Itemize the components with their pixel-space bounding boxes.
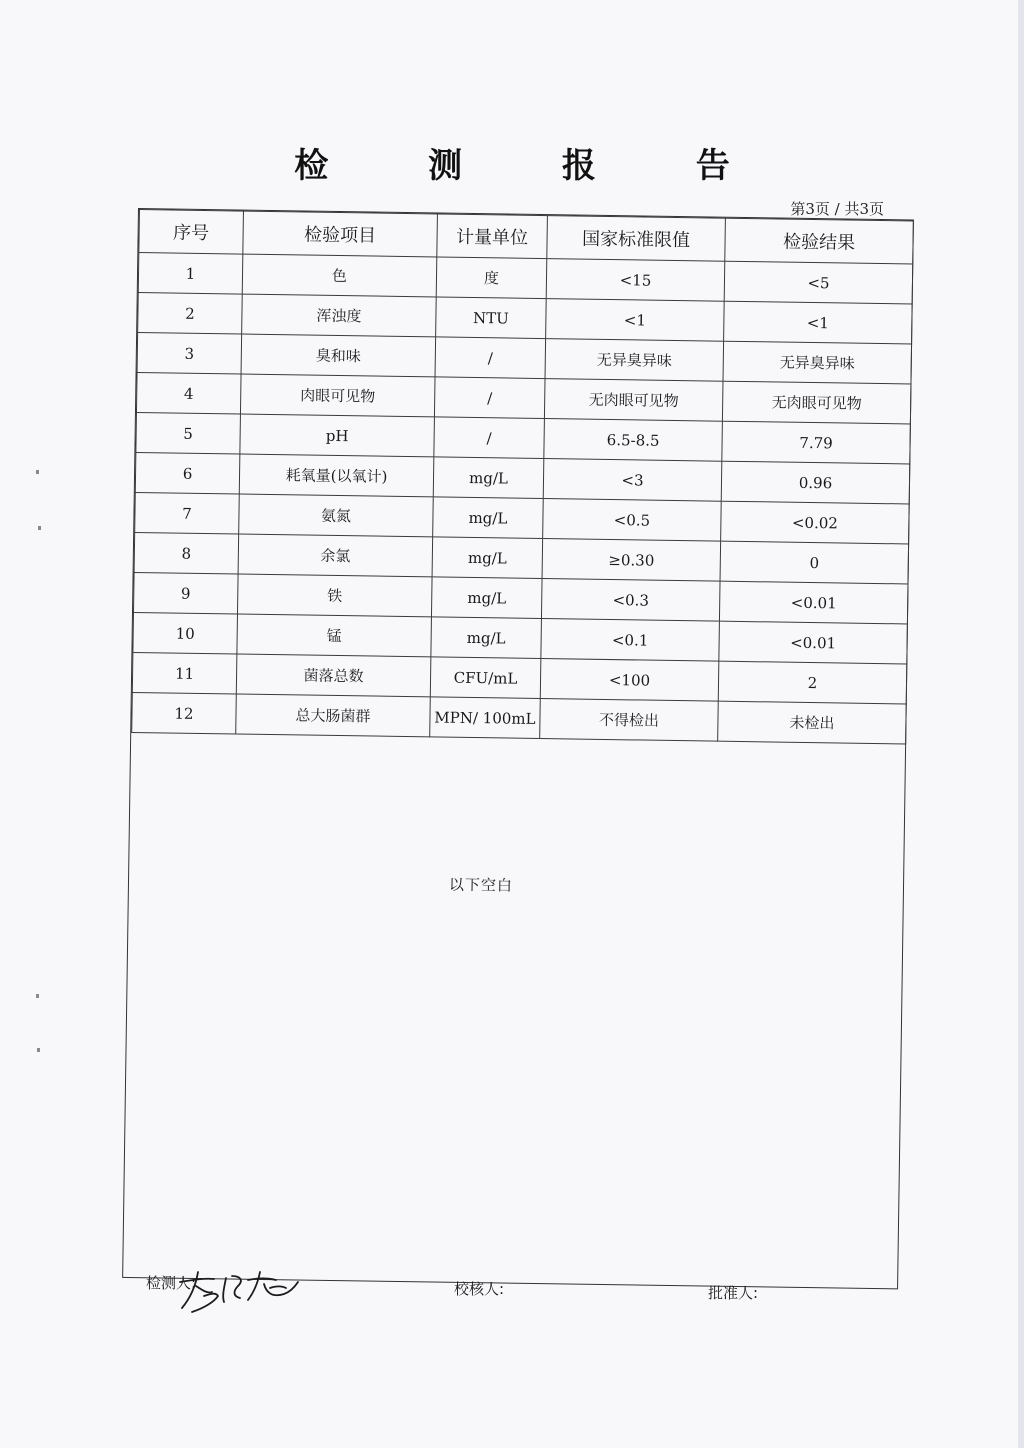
cell-result: 未检出 <box>718 701 907 744</box>
cell-result: 7.79 <box>722 421 911 464</box>
cell-result: <1 <box>724 301 913 344</box>
cell-item: 铁 <box>237 574 432 617</box>
cell-item: 浑浊度 <box>242 294 437 337</box>
cell-limit: 无异臭异味 <box>545 339 724 382</box>
cell-item: 臭和味 <box>241 334 436 377</box>
cell-result: 无肉眼可见物 <box>722 381 911 424</box>
header-result: 检验结果 <box>725 218 914 264</box>
cell-limit: <15 <box>546 259 725 302</box>
cell-result: <0.01 <box>719 621 908 664</box>
cell-unit: / <box>434 417 545 459</box>
cell-unit: 度 <box>436 257 547 299</box>
scan-speck <box>38 526 41 530</box>
cell-item: 菌落总数 <box>236 654 431 697</box>
cell-unit: mg/L <box>432 537 543 579</box>
scan-speck <box>36 994 39 998</box>
header-item: 检验项目 <box>243 211 438 257</box>
cell-limit: <0.5 <box>543 499 722 542</box>
report-frame <box>122 208 914 1289</box>
cell-item: 色 <box>242 254 437 297</box>
cell-index: 5 <box>136 412 241 454</box>
tester-label: 检测人: <box>146 1274 197 1292</box>
blank-below-note: 以下空白 <box>448 875 514 895</box>
cell-limit: <1 <box>546 299 725 342</box>
cell-index: 10 <box>133 612 238 654</box>
signature-area <box>0 1272 1024 1332</box>
cell-unit: mg/L <box>433 497 544 539</box>
cell-limit: 6.5-8.5 <box>544 419 723 462</box>
page-number: 第3页 / 共3页 <box>790 200 884 218</box>
cell-limit: 不得检出 <box>540 699 719 742</box>
cell-item: 氨氮 <box>239 494 434 537</box>
cell-result: 0.96 <box>721 461 910 504</box>
header-unit: 计量单位 <box>437 214 548 259</box>
cell-index: 2 <box>138 293 243 335</box>
cell-result: 2 <box>718 661 907 704</box>
cell-index: 3 <box>137 333 242 375</box>
cell-unit: mg/L <box>431 577 542 619</box>
approver-label: 批准人: <box>708 1284 759 1302</box>
cell-result: 0 <box>720 541 909 584</box>
header-limit: 国家标准限值 <box>547 216 726 262</box>
page-edge <box>1018 0 1024 1448</box>
cell-limit: <0.1 <box>541 619 720 662</box>
cell-result: 无异臭异味 <box>723 341 912 384</box>
cell-unit: mg/L <box>433 457 544 499</box>
cell-index: 4 <box>136 373 241 415</box>
cell-index: 6 <box>135 452 240 494</box>
cell-index: 12 <box>132 692 237 734</box>
cell-item: pH <box>240 414 435 457</box>
cell-result: <5 <box>724 261 913 304</box>
cell-index: 8 <box>134 532 239 574</box>
report-title: 检 测 报 告 <box>294 146 774 186</box>
cell-index: 7 <box>135 492 240 534</box>
cell-unit: mg/L <box>431 617 542 659</box>
cell-limit: <100 <box>540 659 719 702</box>
scan-speck <box>36 470 39 474</box>
cell-limit: 无肉眼可见物 <box>544 379 723 422</box>
cell-item: 余氯 <box>238 534 433 577</box>
cell-item: 肉眼可见物 <box>240 374 435 417</box>
tester-signature <box>174 1268 304 1314</box>
cell-unit: / <box>434 377 545 419</box>
scan-speck <box>37 1048 40 1052</box>
cell-result: <0.02 <box>721 501 910 544</box>
cell-unit: MPN/ 100mL <box>430 697 541 739</box>
cell-unit: CFU/mL <box>430 657 541 699</box>
results-table <box>131 209 914 744</box>
cell-item: 耗氧量(以氧计) <box>239 454 434 497</box>
cell-item: 总大肠菌群 <box>236 694 431 737</box>
header-index: 序号 <box>139 210 244 255</box>
cell-unit: NTU <box>436 297 547 339</box>
cell-index: 9 <box>133 572 238 614</box>
cell-unit: / <box>435 337 546 379</box>
cell-item: 锰 <box>237 614 432 657</box>
cell-index: 11 <box>132 652 237 694</box>
cell-limit: <3 <box>543 459 722 502</box>
cell-index: 1 <box>138 253 243 295</box>
reviewer-label: 校核人: <box>454 1280 505 1298</box>
cell-result: <0.01 <box>719 581 908 624</box>
cell-limit: <0.3 <box>541 579 720 622</box>
cell-limit: ≥0.30 <box>542 539 721 582</box>
